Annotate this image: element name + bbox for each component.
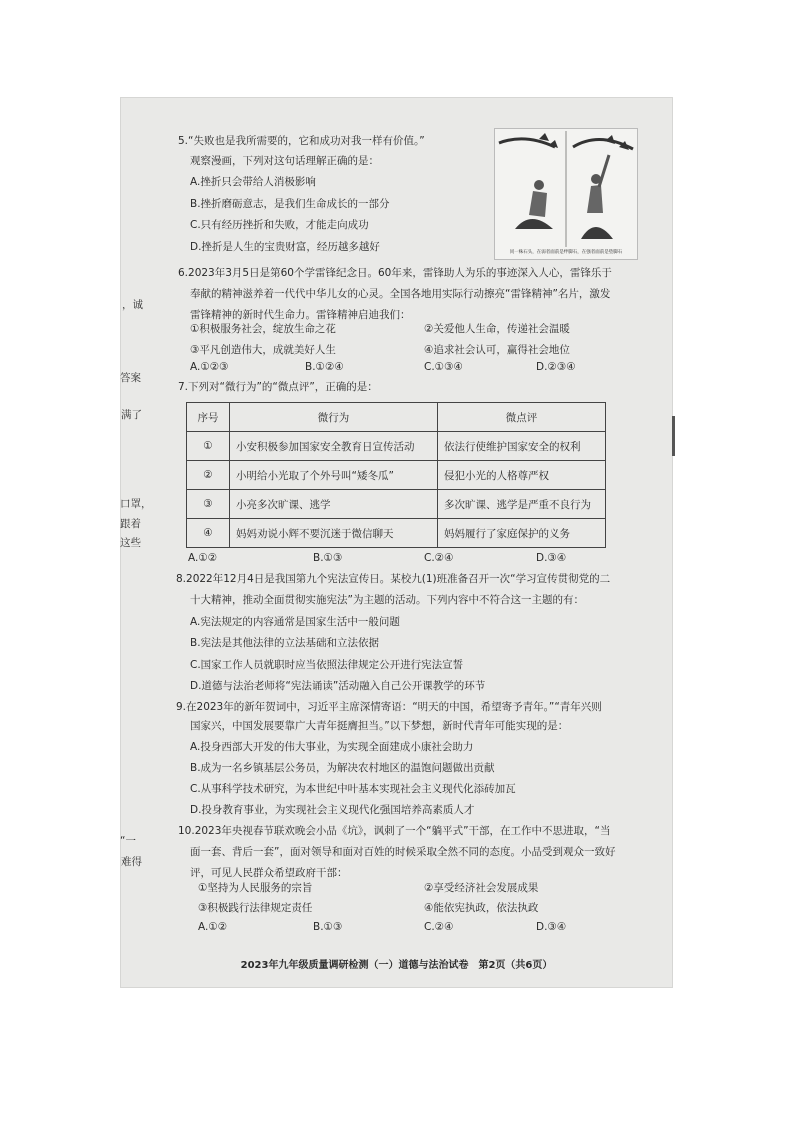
margin-note: ，诚 — [122, 299, 143, 311]
table-cell: 小安积极参加国家安全教育日宣传活动 — [230, 432, 438, 461]
table-header-cell: 序号 — [187, 403, 230, 432]
question-7-choice-c: C.②④ — [424, 552, 454, 564]
question-6-item-3: ③平凡创造伟大，成就美好人生 — [190, 344, 336, 356]
margin-note: 口罩， — [120, 498, 152, 510]
question-10-choice-c: C.②④ — [424, 921, 454, 933]
question-6-choice-b: B.①②④ — [305, 361, 344, 373]
table-row — [187, 519, 606, 548]
question-10-item-2: ②享受经济社会发展成果 — [424, 882, 539, 894]
question-5-option-c: C.只有经历挫折和失败，才能走向成功 — [190, 219, 369, 231]
question-6-choice-c: C.①③④ — [424, 361, 463, 373]
margin-note: 答案 — [120, 372, 141, 384]
question-5-option-a: A.挫折只会带给人消极影响 — [190, 176, 316, 188]
question-10-line-3: 评，可见人民群众希望政府干部： — [190, 867, 348, 879]
question-9-option-d: D.投身教育事业，为实现社会主义现代化强国培养高素质人才 — [190, 804, 475, 816]
question-5-stem: 5.“失败也是我所需要的，它和成功对我一样有价值。” — [178, 135, 425, 147]
question-6-item-2: ②关爱他人生命，传递社会温暖 — [424, 323, 570, 335]
question-7-choice-a: A.①② — [188, 552, 218, 564]
margin-note: 满了 — [121, 409, 142, 421]
table-cell: 多次旷课、逃学是严重不良行为 — [438, 490, 606, 519]
question-7-choice-d: D.③④ — [536, 552, 567, 564]
question-10-choice-d: D.③④ — [536, 921, 567, 933]
question-6-item-4: ④追求社会认可，赢得社会地位 — [424, 344, 570, 356]
question-10-item-1: ①坚持为人民服务的宗旨 — [198, 882, 313, 894]
margin-note: 难得 — [121, 856, 142, 868]
question-8-option-c: C.国家工作人员就职时应当依照法律规定公开进行宪法宣誓 — [190, 659, 464, 671]
table-cell: ② — [187, 461, 230, 490]
question-6-item-1: ①积极服务社会，绽放生命之花 — [190, 323, 336, 335]
question-9-option-a: A.投身西部大开发的伟大事业，为实现全面建成小康社会助力 — [190, 741, 474, 753]
question-10-choice-a: A.①② — [198, 921, 228, 933]
margin-note: 这些 — [120, 537, 141, 549]
page-edge-mark — [672, 416, 675, 456]
table-cell: 侵犯小光的人格尊严权 — [438, 461, 606, 490]
table-row — [187, 461, 606, 490]
question-7-choice-b: B.①③ — [313, 552, 343, 564]
question-9-option-c: C.从事科学技术研究，为本世纪中叶基本实现社会主义现代化添砖加瓦 — [190, 783, 516, 795]
question-10-line-2: 面一套、背后一套”，面对领导和面对百姓的时候采取全然不同的态度。小品受到观众一致好 — [190, 846, 616, 858]
question-9-line-1: 9.在2023年的新年贺词中，习近平主席深情寄语：“明天的中国，希望寄予青年。”“青年兴则 — [176, 701, 602, 713]
table-cell: ① — [187, 432, 230, 461]
question-10-item-4: ④能依宪执政，依法执政 — [424, 902, 539, 914]
question-6-line-3: 雷锋精神的新时代生命力。雷锋精神启迪我们： — [190, 309, 411, 321]
margin-note: “一 — [120, 835, 136, 847]
question-6-line-2: 奉献的精神滋养着一代代中华儿女的心灵。全国各地用实际行动擦亮“雷锋精神”名片，激发 — [190, 288, 611, 300]
question-5-option-d: D.挫折是人生的宝贵财富，经历越多越好 — [190, 241, 380, 253]
question-6-choice-d: D.②③④ — [536, 361, 576, 373]
question-5-stem-2: 观察漫画，下列对这句话理解正确的是： — [190, 155, 379, 167]
cartoon-caption: 同一株石头，在弱者面前是绊脚石，在强者面前是垫脚石 — [509, 250, 623, 255]
table-cell: ④ — [187, 519, 230, 548]
table-cell: ③ — [187, 490, 230, 519]
margin-note: 跟着 — [120, 518, 141, 530]
table-row — [187, 432, 606, 461]
question-5-option-b: B.挫折磨砺意志，是我们生命成长的一部分 — [190, 198, 390, 210]
question-10-choice-b: B.①③ — [313, 921, 343, 933]
question-8-line-2: 十大精神，推动全面贯彻实施宪法”为主题的活动。下列内容中不符合这一主题的有： — [190, 594, 584, 606]
question-10-item-3: ③积极践行法律规定责任 — [198, 902, 313, 914]
question-6-choice-a: A.①②③ — [190, 361, 229, 373]
question-8-option-b: B.宪法是其他法律的立法基础和立法依据 — [190, 637, 380, 649]
table-cell: 小明给小光取了个外号叫“矮冬瓜” — [230, 461, 438, 490]
cartoon-image — [494, 128, 638, 260]
table-cell: 依法行使维护国家安全的权利 — [438, 432, 606, 461]
table-header-cell: 微点评 — [438, 403, 606, 432]
table-row — [187, 490, 606, 519]
table-cell: 妈妈劝说小辉不要沉迷于微信聊天 — [230, 519, 438, 548]
table-header-cell: 微行为 — [230, 403, 438, 432]
question-8-line-1: 8.2022年12月4日是我国第九个宪法宣传日。某校九(1)班准备召开一次“学习宣传贯彻党的二 — [176, 573, 611, 585]
cartoon-drawing — [495, 129, 637, 259]
table-header-row — [187, 403, 606, 432]
question-8-option-d: D.道德与法治老师将“宪法诵读”活动融入自己公开课教学的环节 — [190, 680, 486, 692]
question-8-option-a: A.宪法规定的内容通常是国家生活中一般问题 — [190, 616, 400, 628]
table-cell: 妈妈履行了家庭保护的义务 — [438, 519, 606, 548]
question-7-stem: 7.下列对“微行为”的“微点评”，正确的是： — [178, 381, 378, 393]
page-footer: 2023年九年级质量调研检测（一）道德与法治试卷 第2页（共6页） — [240, 960, 553, 971]
table-cell: 小亮多次旷课、逃学 — [230, 490, 438, 519]
question-9-line-2: 国家兴，中国发展要靠广大青年挺膺担当。”以下梦想，新时代青年可能实现的是： — [190, 720, 569, 732]
question-6-line-1: 6.2023年3月5日是第60个学雷锋纪念日。60年来，雷锋助人为乐的事迹深入人心，雷锋乐于 — [178, 267, 612, 279]
question-9-option-b: B.成为一名乡镇基层公务员，为解决农村地区的温饱问题做出贡献 — [190, 762, 495, 774]
question-10-line-1: 10.2023年央视春节联欢晚会小品《坑》，讽刺了一个“躺平式”干部，在工作中不思进取，“当 — [178, 825, 611, 837]
question-7-table — [186, 402, 606, 548]
